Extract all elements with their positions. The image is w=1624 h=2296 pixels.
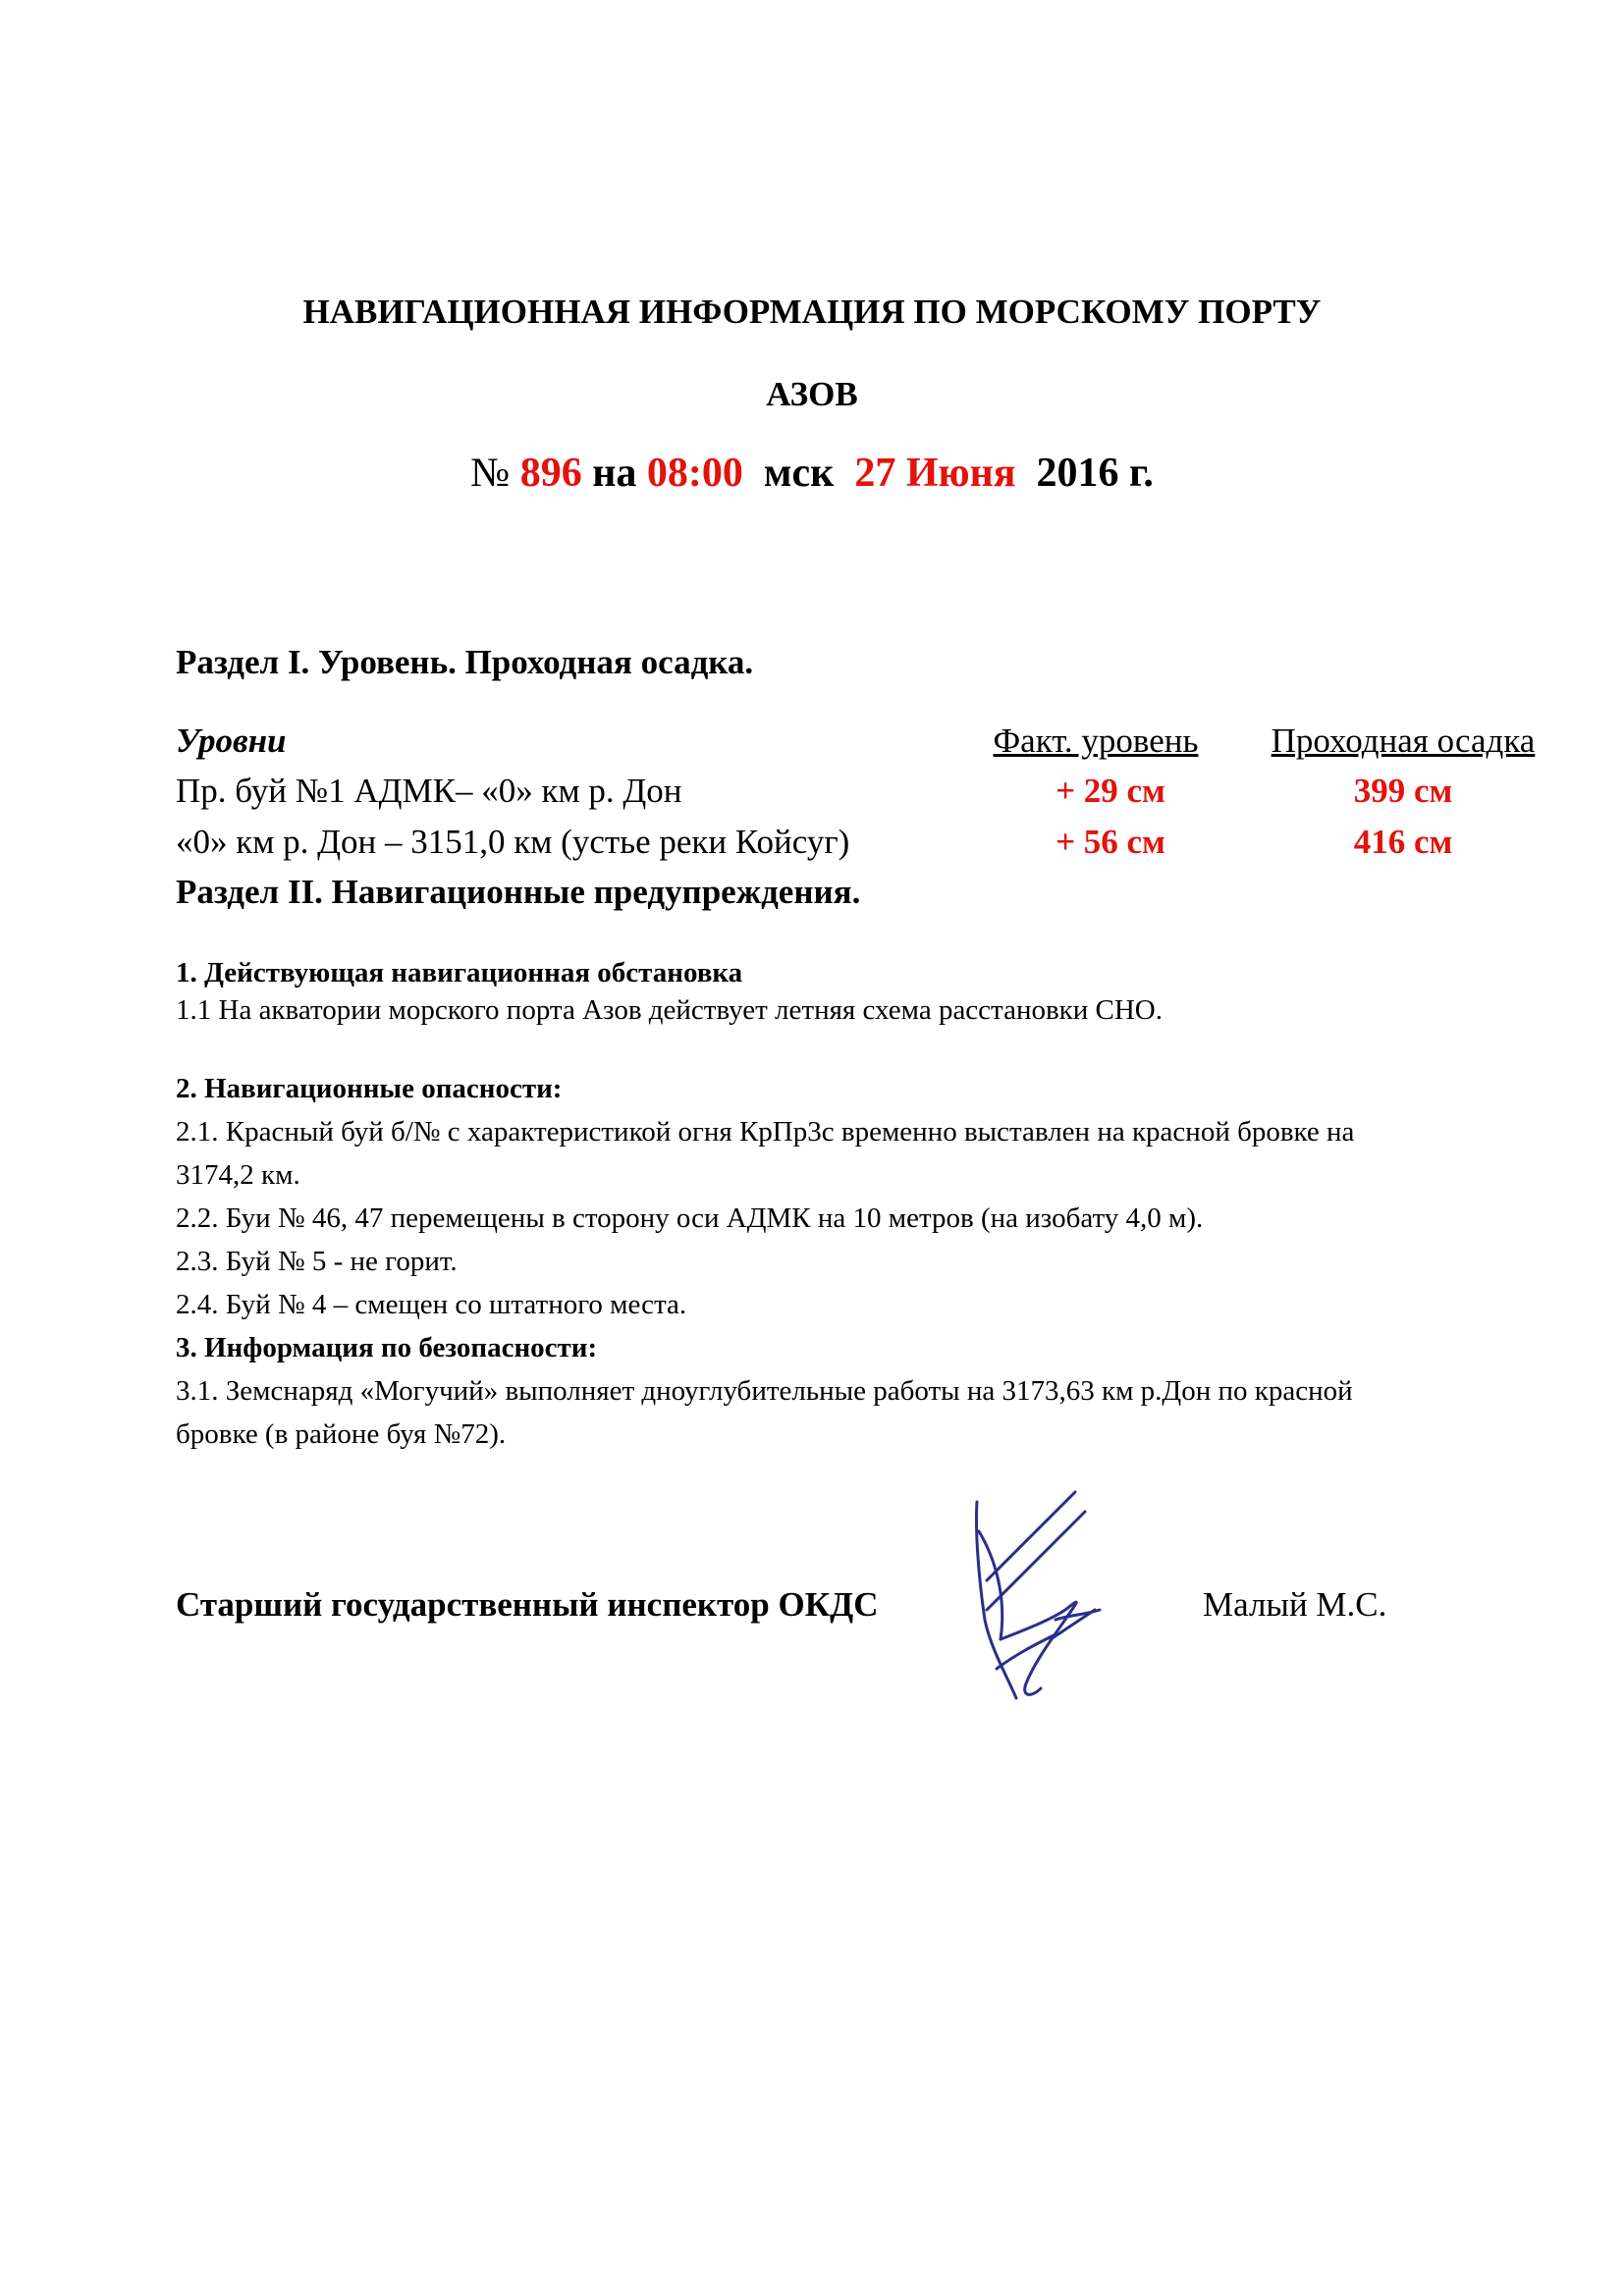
bulletin-time: 08:00 [646,451,743,496]
level-row-label: «0» км р. Дон – 3151,0 км (устье реки Койсуг) [176,823,850,861]
level-row-label: Пр. буй №1 АДМК– «0» км р. Дон [176,772,682,810]
level-row-draft: 416 см [1353,823,1453,861]
bulletin-number-line [0,450,1624,497]
section1-heading: Раздел I. Уровень. Проходная осадка. [176,643,754,681]
subsection-heading: 1. Действующая навигационная обстановка [176,957,743,988]
subsection-heading: 2. Навигационные опасности: [176,1073,563,1104]
bulletin-number: 896 [519,451,582,496]
bulletin-year: 2016 г. [1036,451,1154,496]
column-passing-draft: Проходная осадка [1271,721,1536,760]
signatory-position: Старший государственный инспектор ОКДС [176,1585,879,1624]
number-sign: № [470,451,511,496]
level-row-draft: 399 см [1353,772,1453,810]
paragraph: 2.4. Буй № 4 – смещен со штатного места. [176,1289,687,1320]
bulletin-date: 27 Июня [854,451,1016,496]
subsection-heading: 3. Информация по безопасности: [176,1332,598,1363]
document-title: НАВИГАЦИОННАЯ ИНФОРМАЦИЯ ПО МОРСКОМУ ПОРТУ [302,293,1322,331]
paragraph: 2.2. Буи № 46, 47 перемещены в сторону оси АДМК на 10 метров (на изобату 4,0 м). [176,1202,1204,1234]
level-row-fact: + 29 см [1056,772,1165,810]
paragraph: 2.1. Красный буй б/№ с характеристикой огня КрПр3с временно выставлен на красной бровке на [176,1116,1355,1148]
section2-heading: Раздел II. Навигационные предупреждения. [176,873,861,911]
level-row-fact: + 56 см [1056,823,1165,861]
handwritten-signature [957,1472,1134,1708]
levels-label: Уровни [176,721,287,760]
signatory-name: Малый М.С. [1203,1585,1387,1624]
paragraph: 3.1. Земснаряд «Могучий» выполняет дноуглубительные работы на 3173,63 км р.Дон по красной [176,1375,1353,1407]
paragraph: бровке (в районе буя №72). [176,1418,507,1450]
port-name: АЗОВ [766,375,858,413]
paragraph: 3174,2 км. [176,1159,300,1191]
on-word: на [592,451,637,496]
paragraph: 2.3. Буй № 5 - не горит. [176,1246,458,1277]
msk-word: мск [763,451,835,496]
paragraph: 1.1 На акватории морского порта Азов действует летняя схема расстановки СНО. [176,994,1164,1026]
column-fact-level: Факт. уровень [993,721,1199,760]
